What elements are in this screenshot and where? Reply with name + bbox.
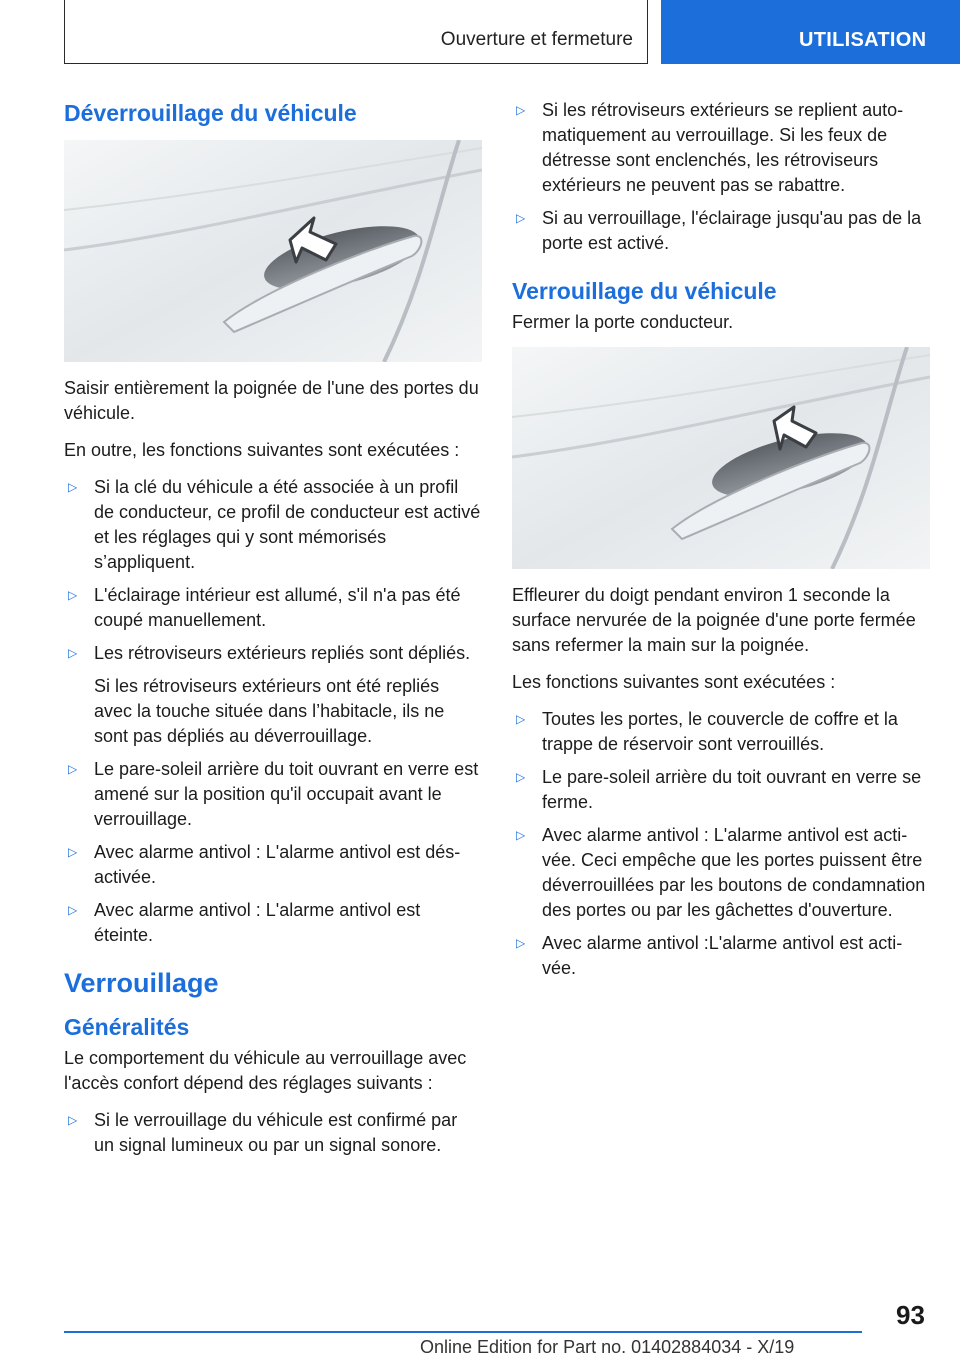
triangle-right-icon: ▷ <box>68 845 78 859</box>
list-item: ▷ Les rétroviseurs extérieurs repliés sont dépliés. Si les rétroviseurs extérieurs ont été repliés avec la touche située dans l’habitacle, ils ne sont pas dépliés au déverrouillage. <box>64 641 482 749</box>
list-item: ▷ Le pare-soleil arrière du toit ouvrant en verre est amené sur la position qu'il occupait avant le verrouillage. <box>68 759 479 829</box>
triangle-right-icon: ▷ <box>68 480 78 494</box>
paragraph: Le comportement du véhicule au verrouillage avec l'accès confort dépend des réglages suivants : <box>64 1048 467 1093</box>
triangle-right-icon: ▷ <box>68 588 78 602</box>
footer-edition: Online Edition for Part no. 01402884034 - X/19 <box>420 1337 795 1357</box>
list-item: ▷ Avec alarme antivol : L'alarme antivol est activée. Ceci empêche que les portes puissent être déverrouillées par les boutons de condamnation des portes ou par les gâchettes d'ouverture. <box>516 825 926 920</box>
paragraph: Les fonctions suivantes sont exécutées : <box>512 672 836 692</box>
triangle-right-icon: ▷ <box>68 762 78 776</box>
lock-function-list <box>512 707 930 981</box>
header-section-box <box>661 0 960 64</box>
list-item: ▷ Si le verrouillage du véhicule est confirmé par un signal lumineux ou par un signal sonore. <box>68 1110 458 1155</box>
list-item: ▷ Si les rétroviseurs extérieurs se replient automatiquement au verrouillage. Si les feux de détresse sont enclenchés, les rétroviseurs extérieurs ne peuvent pas se rabattre. <box>516 100 904 195</box>
paragraph: Effleurer du doigt pendant environ 1 seconde la surface nervurée de la poignée d'une porte fermée sans refermer la main sur la poignée. <box>512 585 916 655</box>
triangle-right-icon: ▷ <box>516 828 526 842</box>
list-item: ▷ Avec alarme antivol : L'alarme antivol est éteinte. <box>68 900 421 945</box>
header-chapter-box <box>64 0 648 64</box>
right-column <box>512 98 930 991</box>
triangle-right-icon: ▷ <box>516 103 526 117</box>
header-section: UTILISATION <box>799 29 927 51</box>
door-handle-image <box>64 140 482 362</box>
list-item: ▷ L'éclairage intérieur est allumé, s'il n'a pas été coupé manuellement. <box>68 585 461 630</box>
paragraph: Fermer la porte conducteur. <box>512 312 734 332</box>
settings-list <box>64 1108 482 1158</box>
left-column <box>64 98 482 1168</box>
triangle-right-icon: ▷ <box>516 770 526 784</box>
list-item-note: Si les rétroviseurs extérieurs ont été repliés avec la touche située dans l’habitacle, ils ne sont pas dépliés au déverrouillage. <box>94 676 445 746</box>
list-item: ▷ Avec alarme antivol :L'alarme antivol est activée. <box>516 933 903 978</box>
triangle-right-icon: ▷ <box>68 646 78 660</box>
triangle-right-icon: ▷ <box>516 211 526 225</box>
triangle-right-icon: ▷ <box>68 903 78 917</box>
heading-general: Généralités <box>64 1014 190 1040</box>
page-number: 93 <box>896 1300 925 1330</box>
list-item: ▷ Le pare-soleil arrière du toit ouvrant en verre se ferme. <box>516 767 922 812</box>
paragraph: Saisir entièrement la poignée de l'une des portes du véhicule. <box>64 378 479 423</box>
footer-divider <box>64 1331 862 1333</box>
header-chapter: Ouverture et fermeture <box>440 29 633 50</box>
settings-list-continued <box>512 98 930 256</box>
list-item: ▷ Si au verrouillage, l'éclairage jusqu'au pas de la porte est activé. <box>516 208 922 253</box>
paragraph: En outre, les fonctions suivantes sont exécutées : <box>64 440 460 460</box>
list-item: ▷ Avec alarme antivol : L'alarme antivol est désactivée. <box>68 842 461 887</box>
triangle-right-icon: ▷ <box>68 1113 78 1127</box>
triangle-right-icon: ▷ <box>516 712 526 726</box>
heading-unlock: Déverrouillage du véhicule <box>64 100 357 126</box>
function-list <box>64 475 482 948</box>
door-handle-lock-image <box>512 347 930 569</box>
list-item: ▷ Si la clé du véhicule a été associée à un profil de conducteur, ce profil de conducteur est activé et les réglages qui y sont mémorisés s’appliquent. <box>68 477 481 572</box>
heading-lock-vehicle: Verrouillage du véhicule <box>512 278 777 304</box>
list-item: ▷ Toutes les portes, le couvercle de coffre et la trappe de réservoir sont verrouillés. <box>516 709 898 754</box>
triangle-right-icon: ▷ <box>516 936 526 950</box>
heading-lock: Verrouillage <box>64 968 219 998</box>
